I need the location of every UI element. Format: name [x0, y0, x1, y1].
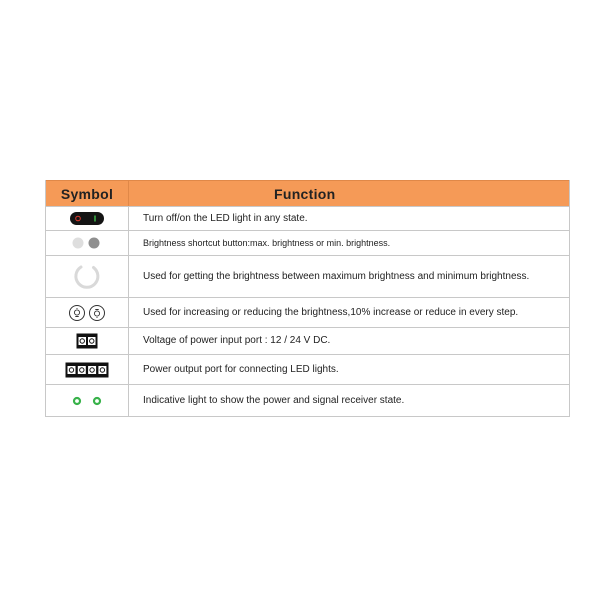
brightness-up-down-buttons-icon — [67, 304, 107, 322]
function-text: Indicative light to show the power and signal receiver state. — [143, 394, 405, 406]
table-row — [46, 255, 569, 297]
table-header — [46, 180, 569, 206]
table-row — [46, 206, 569, 230]
function-column-header: Function — [274, 185, 336, 202]
function-text: Used for getting the brightness between maximum brightness and minimum brightness. — [143, 270, 530, 282]
table-row — [46, 384, 569, 416]
function-text: Power output port for connecting LED lights. — [143, 363, 339, 375]
symbol-function-table — [45, 180, 570, 417]
power-input-terminal-icon — [76, 333, 98, 349]
table-row — [46, 327, 569, 354]
indicator-lights-icon — [71, 396, 103, 406]
touch-ring-icon — [72, 262, 102, 292]
function-text: Brightness shortcut button:max. brightness or min. brightness. — [143, 238, 391, 248]
function-text: Used for increasing or reducing the brightness,10% increase or reduce in every step. — [143, 306, 519, 318]
brightness-shortcut-buttons-icon — [69, 236, 105, 250]
table-row — [46, 297, 569, 327]
symbol-column-header: Symbol — [46, 181, 129, 206]
power-rocker-switch-icon — [69, 211, 105, 226]
table-row — [46, 354, 569, 384]
function-text: Voltage of power input port : 12 / 24 V DC. — [143, 335, 331, 346]
function-text: Turn off/on the LED light in any state. — [143, 212, 308, 224]
table-row — [46, 230, 569, 255]
power-output-terminal-icon — [65, 362, 109, 378]
